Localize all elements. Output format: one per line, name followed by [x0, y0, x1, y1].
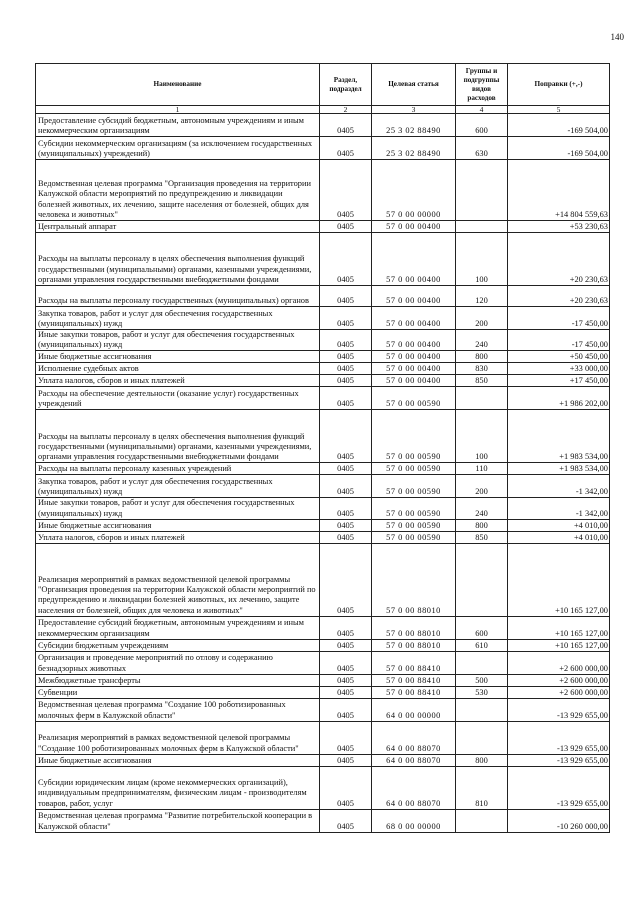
row-target-article: 57 0 00 88010	[372, 616, 456, 639]
row-target-article: 57 0 00 00590	[372, 531, 456, 543]
row-name: Субсидии некоммерческим организациям (за исключением государственных (муниципальных) учреждений)	[36, 137, 320, 160]
row-expense-group: 120	[456, 286, 508, 307]
row-name: Иные бюджетные ассигнования	[36, 754, 320, 766]
row-amendment-amount: -1 342,00	[508, 475, 610, 498]
row-amendment-amount: -1 342,00	[508, 498, 610, 519]
row-amendment-amount: +10 165 127,00	[508, 543, 610, 616]
row-amendment-amount: +4 010,00	[508, 519, 610, 531]
row-section: 0405	[320, 531, 372, 543]
row-amendment-amount: -169 504,00	[508, 137, 610, 160]
table-row	[36, 363, 610, 375]
row-target-article: 57 0 00 00400	[372, 375, 456, 387]
table-row	[36, 721, 610, 754]
row-target-article: 57 0 00 00590	[372, 387, 456, 410]
row-name: Реализация мероприятий в рамках ведомственной целевой программы "Создание 100 роботизированных молочных ферм в Калужской области"	[36, 721, 320, 754]
row-target-article: 57 0 00 88410	[372, 686, 456, 698]
header-groups: Группы и подгруппы видов расходов	[456, 64, 508, 106]
row-target-article: 57 0 00 88410	[372, 674, 456, 686]
column-number: 2	[320, 106, 372, 114]
row-section: 0405	[320, 698, 372, 721]
row-name: Иные закупки товаров, работ и услуг для обеспечения государственных (муниципальных) нужд	[36, 330, 320, 351]
table-row	[36, 543, 610, 616]
column-number: 1	[36, 106, 320, 114]
row-section: 0405	[320, 686, 372, 698]
row-name: Иные бюджетные ассигнования	[36, 351, 320, 363]
row-section: 0405	[320, 766, 372, 809]
row-expense-group: 110	[456, 463, 508, 475]
table-row	[36, 674, 610, 686]
row-section: 0405	[320, 809, 372, 832]
table-row	[36, 233, 610, 286]
row-section: 0405	[320, 674, 372, 686]
row-expense-group	[456, 160, 508, 221]
row-expense-group: 800	[456, 754, 508, 766]
row-amendment-amount: -13 929 655,00	[508, 754, 610, 766]
row-expense-group: 500	[456, 674, 508, 686]
row-section: 0405	[320, 363, 372, 375]
table-row	[36, 809, 610, 832]
table-row	[36, 766, 610, 809]
row-target-article: 57 0 00 00400	[372, 363, 456, 375]
row-expense-group	[456, 809, 508, 832]
table-row	[36, 754, 610, 766]
row-expense-group: 610	[456, 639, 508, 651]
row-section: 0405	[320, 160, 372, 221]
row-expense-group	[456, 543, 508, 616]
row-section: 0405	[320, 375, 372, 387]
row-target-article: 57 0 00 88010	[372, 639, 456, 651]
row-name: Реализация мероприятий в рамках ведомственной целевой программы "Организация проведения на территории Калужской области мероприятий по предупреждению и ликвидации болезней животных, их лечению, защите населения от болезней, общих для человека и животных"	[36, 543, 320, 616]
row-name: Иные бюджетные ассигнования	[36, 519, 320, 531]
table-row	[36, 375, 610, 387]
table-row	[36, 519, 610, 531]
row-section: 0405	[320, 639, 372, 651]
row-amendment-amount: +2 600 000,00	[508, 651, 610, 674]
row-target-article: 25 3 02 88490	[372, 137, 456, 160]
row-section: 0405	[320, 475, 372, 498]
row-expense-group: 600	[456, 616, 508, 639]
row-section: 0405	[320, 519, 372, 531]
row-section: 0405	[320, 498, 372, 519]
row-amendment-amount: +17 450,00	[508, 375, 610, 387]
row-name: Ведомственная целевая программа "Организация проведения на территории Калужской области мероприятий по предупреждению и ликвидации болезней животных, их лечению, защите населения от болезней, общих для человека и животных"	[36, 160, 320, 221]
row-name: Уплата налогов, сборов и иных платежей	[36, 531, 320, 543]
header-amendments: Поправки (+,-)	[508, 64, 610, 106]
row-amendment-amount: -17 450,00	[508, 307, 610, 330]
row-target-article: 64 0 00 88070	[372, 721, 456, 754]
row-target-article: 57 0 00 00590	[372, 463, 456, 475]
row-amendment-amount: -17 450,00	[508, 330, 610, 351]
row-amendment-amount: -13 929 655,00	[508, 766, 610, 809]
row-target-article: 57 0 00 00590	[372, 475, 456, 498]
row-amendment-amount: +20 230,63	[508, 286, 610, 307]
table-row	[36, 531, 610, 543]
table-row	[36, 639, 610, 651]
row-amendment-amount: +1 983 534,00	[508, 463, 610, 475]
row-name: Расходы на выплаты персоналу в целях обеспечения выполнения функций государственными (муниципальными) органами, казенными учреждениями, органами управления государственными внебюджетными фондами	[36, 233, 320, 286]
row-section: 0405	[320, 616, 372, 639]
row-section: 0405	[320, 137, 372, 160]
row-name: Иные закупки товаров, работ и услуг для обеспечения государственных (муниципальных) нужд	[36, 498, 320, 519]
row-expense-group: 240	[456, 330, 508, 351]
row-section: 0405	[320, 651, 372, 674]
row-name: Предоставление субсидий бюджетным, автономным учреждениям и иным некоммерческим организациям	[36, 616, 320, 639]
row-name: Расходы на выплаты персоналу в целях обеспечения выполнения функций государственными (муниципальными) органами, казенными учреждениями, органами управления государственными внебюджетными фондами	[36, 410, 320, 463]
row-expense-group: 850	[456, 531, 508, 543]
row-name: Расходы на обеспечение деятельности (оказание услуг) государственных учреждений	[36, 387, 320, 410]
row-amendment-amount: +50 450,00	[508, 351, 610, 363]
row-target-article: 57 0 00 00590	[372, 410, 456, 463]
table-row	[36, 351, 610, 363]
table-row	[36, 387, 610, 410]
row-expense-group	[456, 651, 508, 674]
row-target-article: 57 0 00 00400	[372, 233, 456, 286]
row-section: 0405	[320, 351, 372, 363]
row-name: Ведомственная целевая программа "Развитие потребительской кооперации в Калужской области"	[36, 809, 320, 832]
row-amendment-amount: +14 804 559,63	[508, 160, 610, 221]
row-expense-group: 630	[456, 137, 508, 160]
table-row	[36, 686, 610, 698]
budget-amendments-table	[35, 63, 610, 833]
row-expense-group: 240	[456, 498, 508, 519]
row-target-article: 64 0 00 00000	[372, 698, 456, 721]
row-name: Центральный аппарат	[36, 221, 320, 233]
row-target-article: 64 0 00 88070	[372, 766, 456, 809]
row-name: Субсидии юридическим лицам (кроме некоммерческих организаций), индивидуальным предпринимателям, физическим лицам - производителям товаров, работ, услуг	[36, 766, 320, 809]
row-name: Уплата налогов, сборов и иных платежей	[36, 375, 320, 387]
table-row	[36, 616, 610, 639]
column-number: 3	[372, 106, 456, 114]
row-name: Предоставление субсидий бюджетным, автономным учреждениям и иным некоммерческим организациям	[36, 114, 320, 137]
row-name: Расходы на выплаты персоналу казенных учреждений	[36, 463, 320, 475]
table-row	[36, 330, 610, 351]
row-section: 0405	[320, 286, 372, 307]
table-row	[36, 307, 610, 330]
row-target-article: 57 0 00 00400	[372, 351, 456, 363]
row-target-article: 57 0 00 00000	[372, 160, 456, 221]
row-amendment-amount: +1 983 534,00	[508, 410, 610, 463]
header-name: Наименование	[36, 64, 320, 106]
row-name: Исполнение судебных актов	[36, 363, 320, 375]
row-section: 0405	[320, 410, 372, 463]
row-target-article: 57 0 00 00590	[372, 519, 456, 531]
row-expense-group	[456, 698, 508, 721]
row-expense-group: 100	[456, 410, 508, 463]
row-amendment-amount: +4 010,00	[508, 531, 610, 543]
row-amendment-amount: -169 504,00	[508, 114, 610, 137]
row-expense-group: 100	[456, 233, 508, 286]
row-name: Субсидии бюджетным учреждениям	[36, 639, 320, 651]
table-row	[36, 114, 610, 137]
row-section: 0405	[320, 721, 372, 754]
row-expense-group: 530	[456, 686, 508, 698]
row-amendment-amount: +2 600 000,00	[508, 686, 610, 698]
row-target-article: 57 0 00 88010	[372, 543, 456, 616]
table-row	[36, 651, 610, 674]
column-numbers-row	[36, 106, 610, 114]
row-amendment-amount: -13 929 655,00	[508, 698, 610, 721]
table-header-row	[36, 64, 610, 106]
row-name: Расходы на выплаты персоналу государственных (муниципальных) органов	[36, 286, 320, 307]
row-expense-group	[456, 221, 508, 233]
table-row	[36, 137, 610, 160]
row-section: 0405	[320, 754, 372, 766]
row-expense-group	[456, 387, 508, 410]
row-amendment-amount: -10 260 000,00	[508, 809, 610, 832]
row-name: Субвенции	[36, 686, 320, 698]
row-amendment-amount: -13 929 655,00	[508, 721, 610, 754]
row-target-article: 57 0 00 00400	[372, 307, 456, 330]
row-name: Закупка товаров, работ и услуг для обеспечения государственных (муниципальных) нужд	[36, 475, 320, 498]
row-amendment-amount: +53 230,63	[508, 221, 610, 233]
row-amendment-amount: +10 165 127,00	[508, 639, 610, 651]
table-row	[36, 410, 610, 463]
header-section: Раздел, подраздел	[320, 64, 372, 106]
row-section: 0405	[320, 233, 372, 286]
row-expense-group: 600	[456, 114, 508, 137]
row-target-article: 57 0 00 88410	[372, 651, 456, 674]
table-row	[36, 475, 610, 498]
row-section: 0405	[320, 307, 372, 330]
column-number: 5	[508, 106, 610, 114]
row-amendment-amount: +10 165 127,00	[508, 616, 610, 639]
header-target: Целевая статья	[372, 64, 456, 106]
row-section: 0405	[320, 114, 372, 137]
table-row	[36, 221, 610, 233]
row-amendment-amount: +1 986 202,00	[508, 387, 610, 410]
row-section: 0405	[320, 463, 372, 475]
row-expense-group: 810	[456, 766, 508, 809]
row-target-article: 57 0 00 00400	[372, 221, 456, 233]
row-expense-group: 800	[456, 351, 508, 363]
row-name: Межбюджетные трансферты	[36, 674, 320, 686]
row-expense-group: 850	[456, 375, 508, 387]
row-target-article: 57 0 00 00400	[372, 330, 456, 351]
table-row	[36, 463, 610, 475]
row-target-article: 64 0 00 88070	[372, 754, 456, 766]
row-section: 0405	[320, 543, 372, 616]
row-section: 0405	[320, 330, 372, 351]
row-expense-group: 800	[456, 519, 508, 531]
column-number: 4	[456, 106, 508, 114]
table-row	[36, 698, 610, 721]
table-row	[36, 498, 610, 519]
row-expense-group: 830	[456, 363, 508, 375]
row-amendment-amount: +2 600 000,00	[508, 674, 610, 686]
row-target-article: 25 3 02 88490	[372, 114, 456, 137]
row-section: 0405	[320, 387, 372, 410]
row-target-article: 57 0 00 00590	[372, 498, 456, 519]
table-row	[36, 286, 610, 307]
row-name: Ведомственная целевая программа "Создание 100 роботизированных молочных ферм в Калужской области"	[36, 698, 320, 721]
row-amendment-amount: +33 000,00	[508, 363, 610, 375]
row-expense-group	[456, 721, 508, 754]
table-row	[36, 160, 610, 221]
row-target-article: 57 0 00 00400	[372, 286, 456, 307]
row-name: Закупка товаров, работ и услуг для обеспечения государственных (муниципальных) нужд	[36, 307, 320, 330]
row-name: Организация и проведение мероприятий по отлову и содержанию безнадзорных животных	[36, 651, 320, 674]
row-section: 0405	[320, 221, 372, 233]
row-target-article: 68 0 00 00000	[372, 809, 456, 832]
row-expense-group: 200	[456, 475, 508, 498]
page-number: 140	[610, 32, 624, 42]
row-amendment-amount: +20 230,63	[508, 233, 610, 286]
row-expense-group: 200	[456, 307, 508, 330]
